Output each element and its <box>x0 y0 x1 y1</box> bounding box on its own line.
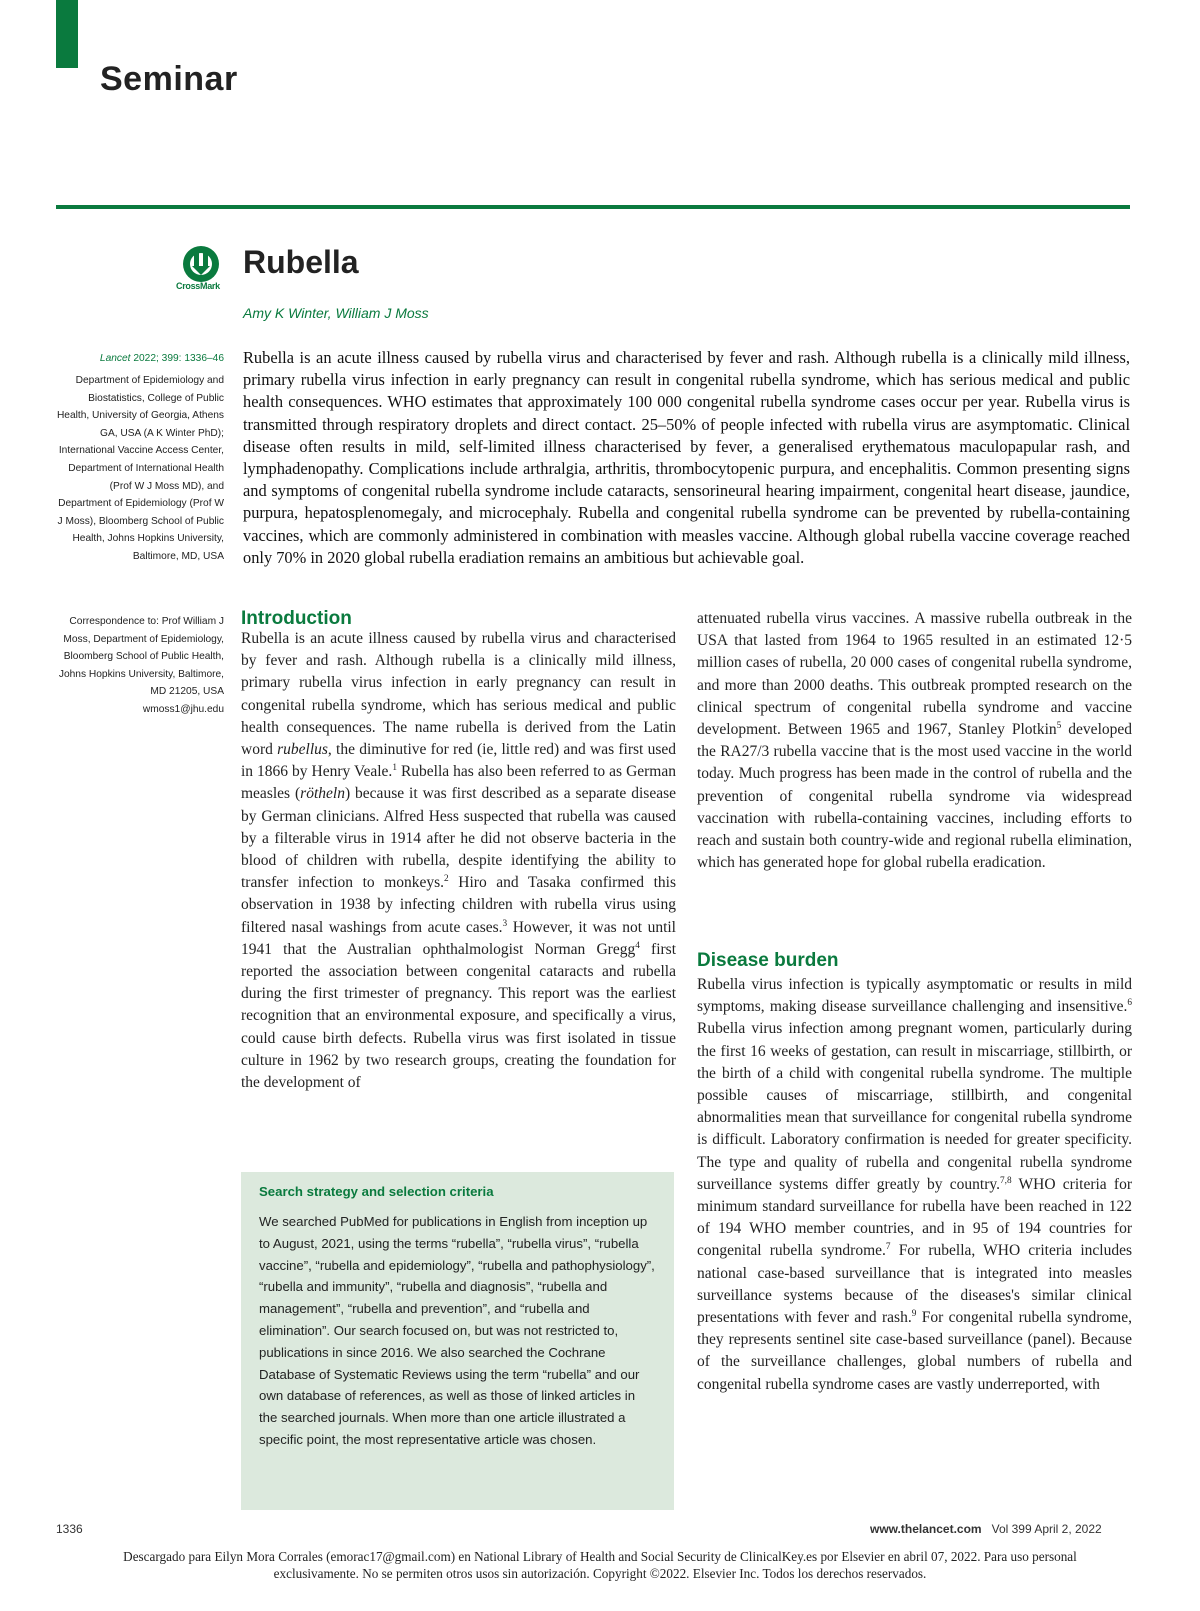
reference-marker[interactable]: 7 <box>885 1242 891 1253</box>
article-authors[interactable]: Amy K Winter, William J Moss <box>243 305 429 321</box>
introduction-paragraph <box>241 628 676 1094</box>
intro-cont-text-1: attenuated rubella virus vaccines. A massive rubella outbreak in the USA that lasted from 1964 to 1965 resulted in an estimated 12·5 million cases of rubella, 20 000 cases of congenital rubella syndrome, and more than 2000 deaths. This outbreak prompted research on the clinical spectrum of congenital rubella syndrome and vaccine development. Between 1965 and 1967, Stanley Plotkin <box>697 610 1132 739</box>
disease-burden-paragraph <box>697 974 1132 1396</box>
burden-text-1: Rubella virus infection is typically asymptomatic or results in mild symptoms, making disease surveillance challenging and insensitive. <box>697 976 1132 1016</box>
reference-marker[interactable]: 4 <box>635 940 640 951</box>
header-divider <box>56 205 1130 209</box>
correspondence-email[interactable]: wmoss1@jhu.edu <box>142 703 224 715</box>
article-title: Rubella <box>243 244 359 280</box>
reference-marker[interactable]: 2 <box>444 874 449 885</box>
reference-marker[interactable]: 9 <box>911 1308 917 1319</box>
download-notice: Descargado para Eilyn Mora Corrales (emorac17@gmail.com) en National Library of Health and Social Security de ClinicalKey.es por Elsevier en abril 07, 2022. Para uso personal exclusivamente. No se permiten otros usos sin autorización. Copyright ©2022. Elsevier Inc. Todos los derechos reservados. <box>123 1549 1077 1581</box>
section-accent-bar <box>56 0 78 68</box>
panel-body: We searched PubMed for publications in English from inception up to August, 2021, using the terms “rubella”, “rubella virus”, “rubella vaccine”, “rubella and epidemiology”, “rubella and pathophysiology”, “rubella and immunity”, “rubella and diagnosis”, “rubella and management”, “rubella and prevention”, and “rubella and elimination”. Our search focused on, but was not restricted to, publications in since 2016. We also searched the Cochrane Database of Systematic Reviews using the term “rubella” and our own database of references, as well as those of linked articles in the searched journals. When more than one article illustrated a specific point, the most representative article was chosen. <box>259 1214 655 1447</box>
search-strategy-panel <box>241 1172 674 1510</box>
intro-text-3: Rubella has also been referred to as German measles ( <box>241 763 676 803</box>
panel-title: Search strategy and selection criteria <box>259 1184 494 1199</box>
journal-url-link[interactable]: www.thelancet.com <box>870 1522 982 1536</box>
intro-cont-text-2: developed the RA27/3 rubella vaccine that is the most used vaccine in the world today. Much progress has been made in the control of rubella and the prevention of congenital rubella syndrome via widespread vaccination with rubella-containing vaccines, including efforts to reach and sustain both country-wide and regional rubella elimination, which has generated hope for global rubella eradication. <box>697 721 1132 872</box>
introduction-heading: Introduction <box>241 608 352 629</box>
correspondence-address: Correspondence to: Prof William J Moss, Department of Epidemiology, Bloomberg School of Public Health, Johns Hopkins University, Baltimore, MD 21205, USA <box>58 616 224 698</box>
intro-italic-term-2: rötheln <box>300 785 345 803</box>
intro-text-4: ) because it was first described as a separate disease by German clinicians. Alfred Hess suspected that rubella was caused by a filterable virus in 1914 after he did not observe bacteria in the blood of children with rubella, despite identifying the ability to transfer infection to monkeys. <box>241 785 676 892</box>
page-number: 1336 <box>56 1522 83 1536</box>
burden-text-3: WHO criteria for minimum standard surveillance for rubella have been reached in 122 of 194 WHO member countries, and in 95 of 194 countries for congenital rubella syndrome. <box>697 1175 1132 1260</box>
crossmark-label: CrossMark <box>176 281 220 291</box>
reference-marker[interactable]: 5 <box>1056 720 1062 731</box>
reference-marker[interactable]: 3 <box>502 918 508 929</box>
intro-text-1: Rubella is an acute illness caused by rubella virus and characterised by fever and rash. Although rubella is a clinically mild illness, primary rubella virus infection in early pregnancy can result in congenital rubella syndrome, which has serious medical and public health consequences. The name rubella is derived from the Latin word <box>241 630 676 759</box>
intro-text-5: Hiro and Tasaka confirmed this observation in 1938 by infecting children with rubella virus using filtered nasal washings from acute cases. <box>241 874 676 936</box>
citation-journal: Lancet <box>99 353 131 364</box>
burden-text-5: For congenital rubella syndrome, they represents sentinel site case-based surveillance (panel). Because of the surveillance challenges, global numbers of rubella and congenital rubella syndrome cases are vastly underreported, with <box>697 1309 1132 1393</box>
reference-marker[interactable]: 6 <box>1127 998 1132 1009</box>
intro-italic-term-1: rubellus <box>277 741 328 759</box>
citation-details: 2022; 399: 1336–46 <box>130 353 224 364</box>
intro-text-2: , the diminutive for red (ie, little red) and was first used in 1866 by Henry Veale. <box>241 741 676 781</box>
intro-text-7: first reported the association between congenital cataracts and rubella during the first trimester of pregnancy. This report was the earliest recognition that an environmental exposure, and specifically a virus, could cause birth defects. Rubella virus was first isolated in tissue culture in 1962 by two research groups, creating the foundation for the development of <box>241 940 676 1092</box>
disease-burden-heading: Disease burden <box>697 950 839 971</box>
author-affiliations: Department of Epidemiology and Biostatistics, College of Public Health, University of Georgia, Athens GA, USA (A K Winter PhD); International Vaccine Access Center, Department of International Health (Prof W J Moss MD), and Department of Epidemiology (Prof W J Moss), Bloomberg School of Public Health, Johns Hopkins University, Baltimore, MD, USA <box>56 375 224 562</box>
section-label: Seminar <box>100 60 238 98</box>
citation <box>54 350 224 368</box>
footer-journal-info <box>870 1522 1102 1536</box>
issue-info: Vol 399 April 2, 2022 <box>991 1522 1102 1536</box>
reference-marker[interactable]: 7,8 <box>999 1175 1012 1186</box>
intro-text-6: However, it was not until 1941 that the Australian ophthalmologist Norman Gregg <box>241 918 676 958</box>
burden-text-2: Rubella virus infection among pregnant women, particularly during the first 16 weeks of gestation, can result in miscarriage, stillbirth, or the birth of a child with congenital rubella syndrome. The multiple possible causes of miscarriage, stillbirth, and congenital abnormalities mean that surveillance for congenital rubella syndrome is difficult. Laboratory confirmation is needed for greater specificity. The type and quality of rubella and congenital rubella syndrome surveillance systems differ greatly by country. <box>697 1020 1132 1193</box>
reference-marker[interactable]: 1 <box>392 763 397 774</box>
burden-text-4: For rubella, WHO criteria includes national case-based surveillance that is integrated into measles surveillance systems because of the diseases's similar clinical presentations with fever and rash. <box>697 1242 1132 1327</box>
abstract: Rubella is an acute illness caused by rubella virus and characterised by fever and rash. Although rubella is a clinically mild illness, primary rubella virus infection in early pregnancy can result in congenital rubella syndrome, which has serious medical and public health consequences. WHO estimates that approximately 100 000 congenital rubella syndrome cases occur per year. Rubella virus is transmitted through respiratory droplets and direct contact. 25–50% of people infected with rubella virus are asymptomatic. Clinical disease often results in mild, self-limited illness characterised by fever, a generalised erythematous maculopapular rash, and lymphadenopathy. Complications include arthralgia, arthritis, thrombocytopenic purpura, and encephalitis. Common presenting signs and symptoms of congenital rubella syndrome include cataracts, sensorineural hearing impairment, congenital heart disease, jaundice, purpura, hepatosplenomegaly, and microcephaly. Rubella and congenital rubella syndrome can be prevented by rubella-containing vaccines, which are commonly administered in combination with measles vaccine. Although global rubella vaccine coverage reached only 70% in 2020 global rubella eradiation remains an ambitious but achievable goal. <box>243 348 1130 567</box>
introduction-continued <box>697 608 1132 874</box>
correspondence-block <box>54 613 224 719</box>
